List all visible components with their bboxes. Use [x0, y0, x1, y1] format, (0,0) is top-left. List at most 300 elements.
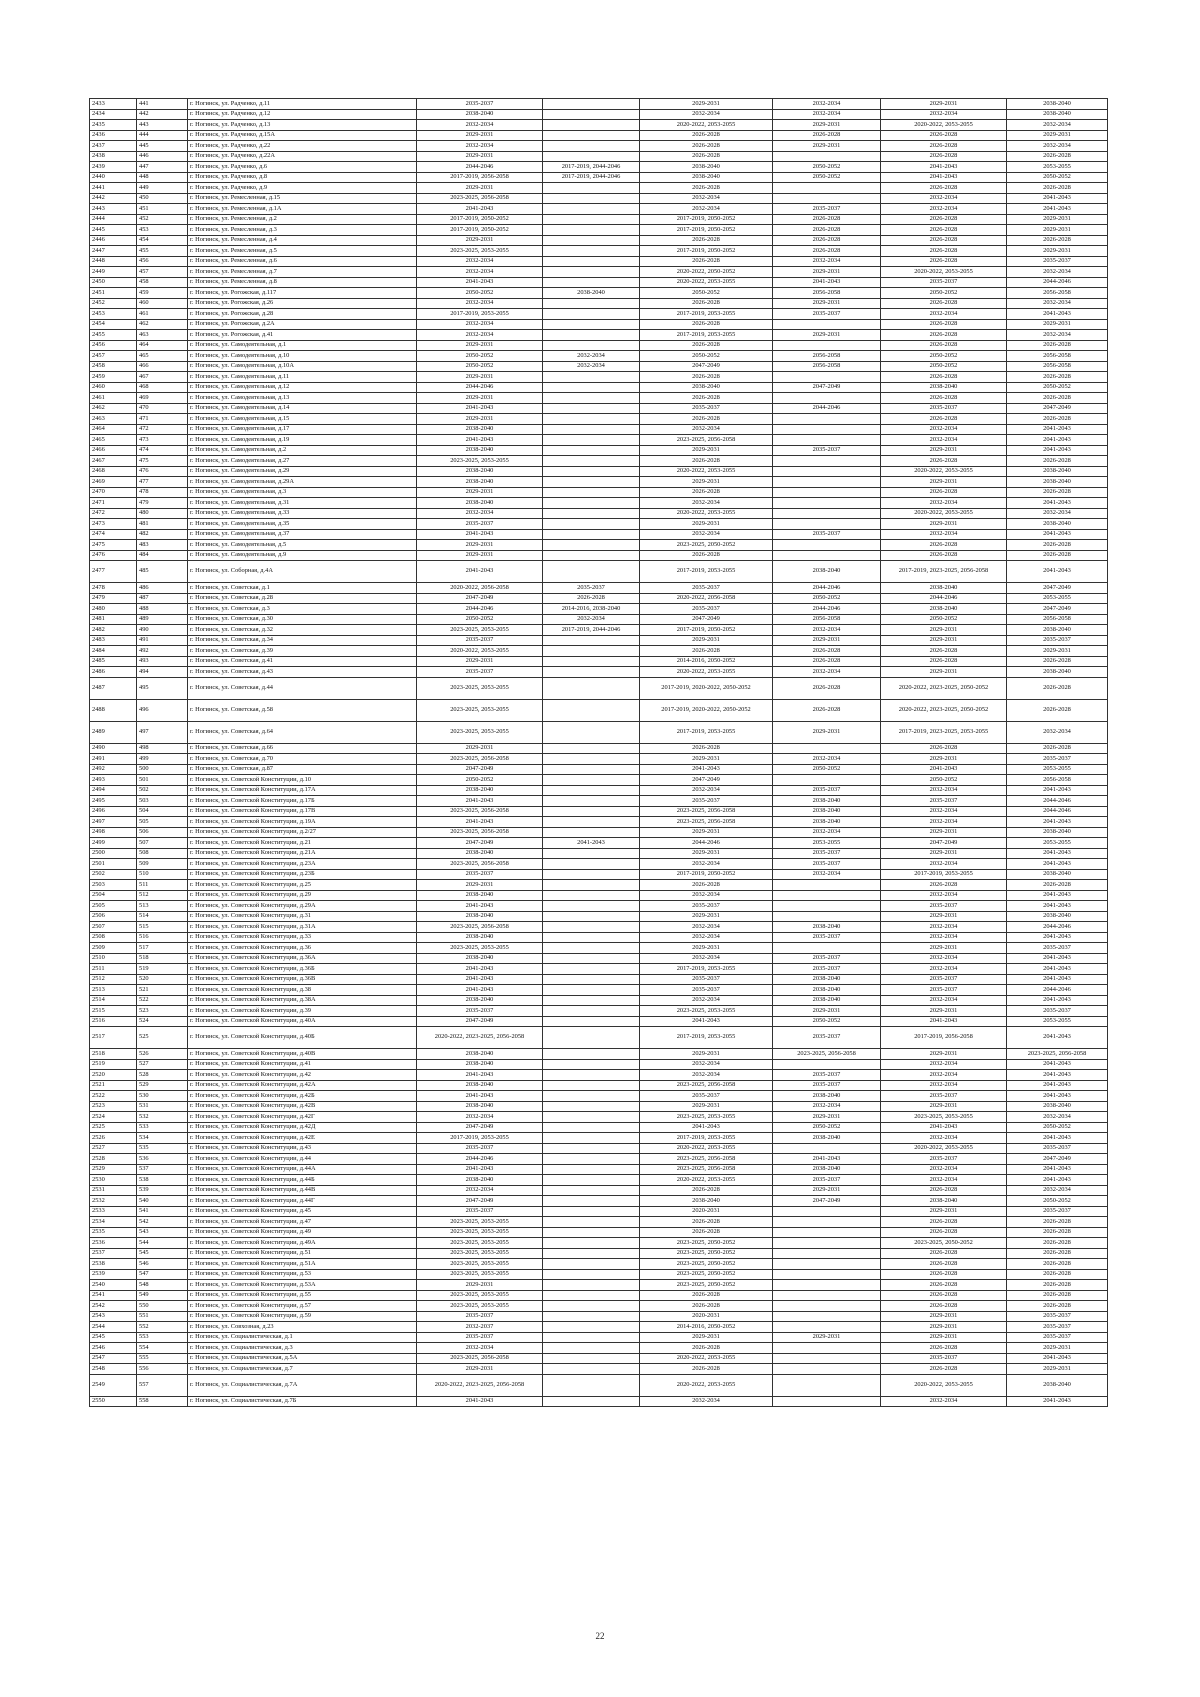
- cell-period-f: 2029-2031: [1007, 646, 1108, 657]
- cell-period-d: 2035-2037: [773, 785, 881, 796]
- cell-period-d: 2038-2040: [773, 995, 881, 1006]
- cell-period-b: [543, 1049, 640, 1060]
- cell-row-number: 2476: [90, 550, 137, 561]
- cell-period-a: 2032-2034: [417, 319, 543, 330]
- table-row: [90, 246, 1108, 257]
- cell-address: г. Ногинск, ул. Ремесленная, д.5: [188, 246, 417, 257]
- cell-row-number: 2548: [90, 1364, 137, 1375]
- cell-period-d: [773, 1059, 881, 1070]
- cell-period-e: 2026-2028: [881, 319, 1007, 330]
- cell-period-c: 2017-2019, 2053-2055: [640, 1133, 773, 1144]
- table-row: [90, 151, 1108, 162]
- cell-period-a: 2023-2025, 2053-2055: [417, 456, 543, 467]
- cell-period-b: [543, 508, 640, 519]
- cell-period-b: [543, 246, 640, 257]
- cell-period-e: 2020-2022, 2023-2025, 2050-2052: [881, 699, 1007, 721]
- cell-period-d: 2038-2040: [773, 1091, 881, 1102]
- cell-period-d: [773, 424, 881, 435]
- cell-period-a: 2041-2043: [417, 561, 543, 583]
- cell-row-number: 2546: [90, 1343, 137, 1354]
- cell-period-d: 2035-2037: [773, 1027, 881, 1049]
- table-row: [90, 922, 1108, 933]
- cell-period-e: 2020-2022, 2053-2055: [881, 267, 1007, 278]
- cell-row-number: 2512: [90, 974, 137, 985]
- cell-period-b: [543, 309, 640, 320]
- cell-row-number: 2504: [90, 890, 137, 901]
- cell-period-c: 2029-2031: [640, 635, 773, 646]
- cell-period-f: 2038-2040: [1007, 99, 1108, 110]
- table-row: [90, 498, 1108, 509]
- cell-address: г. Ногинск, ул. Самодеятельная, д.10: [188, 351, 417, 362]
- table-row: [90, 277, 1108, 288]
- cell-period-e: 2026-2028: [881, 540, 1007, 551]
- cell-row-number: 2478: [90, 583, 137, 594]
- cell-row-number: 2449: [90, 267, 137, 278]
- cell-period-d: [773, 540, 881, 551]
- table-row: [90, 1322, 1108, 1333]
- cell-period-f: 2026-2028: [1007, 540, 1108, 551]
- cell-address-number: 491: [137, 635, 188, 646]
- cell-row-number: 2493: [90, 775, 137, 786]
- cell-period-e: 2029-2031: [881, 625, 1007, 636]
- cell-period-e: 2029-2031: [881, 519, 1007, 530]
- cell-row-number: 2480: [90, 604, 137, 615]
- cell-address: г. Ногинск, ул. Советской Конституции, д.43: [188, 1143, 417, 1154]
- cell-address: г. Ногинск, ул. Советская, д.70: [188, 754, 417, 765]
- cell-period-b: 2017-2019, 2044-2046: [543, 625, 640, 636]
- cell-period-f: 2038-2040: [1007, 667, 1108, 678]
- cell-period-e: 2032-2034: [881, 922, 1007, 933]
- table-row: [90, 775, 1108, 786]
- cell-address: г. Ногинск, ул. Самодеятельная, д.13: [188, 393, 417, 404]
- cell-period-c: 2032-2034: [640, 109, 773, 120]
- cell-period-a: 2041-2043: [417, 974, 543, 985]
- cell-address: г. Ногинск, ул. Советской Конституции, д.42: [188, 1070, 417, 1081]
- cell-period-e: 2017-2019, 2053-2055: [881, 869, 1007, 880]
- cell-period-e: 2026-2028: [881, 1280, 1007, 1291]
- cell-period-f: 2041-2043: [1007, 890, 1108, 901]
- cell-address: г. Ногинск, ул. Советская, д.32: [188, 625, 417, 636]
- cell-period-a: 2035-2037: [417, 667, 543, 678]
- cell-period-c: 2026-2028: [640, 487, 773, 498]
- table-row: [90, 519, 1108, 530]
- cell-address: г. Ногинск, ул. Самодеятельная, д.5: [188, 540, 417, 551]
- table-row: [90, 699, 1108, 721]
- cell-row-number: 2506: [90, 911, 137, 922]
- cell-period-f: 2041-2043: [1007, 498, 1108, 509]
- cell-period-c: 2050-2052: [640, 351, 773, 362]
- cell-period-a: 2038-2040: [417, 911, 543, 922]
- cell-address-number: 488: [137, 604, 188, 615]
- cell-period-a: 2023-2025, 2053-2055: [417, 625, 543, 636]
- cell-row-number: 2503: [90, 880, 137, 891]
- table-row: [90, 1259, 1108, 1270]
- cell-period-e: 2020-2022, 2053-2055: [881, 508, 1007, 519]
- cell-period-d: 2026-2028: [773, 246, 881, 257]
- cell-period-d: [773, 456, 881, 467]
- table-row: [90, 1343, 1108, 1354]
- cell-period-d: [773, 1374, 881, 1396]
- table-row: [90, 1006, 1108, 1017]
- cell-period-c: 2035-2037: [640, 985, 773, 996]
- cell-period-c: 2035-2037: [640, 974, 773, 985]
- table-row: [90, 806, 1108, 817]
- cell-period-e: 2026-2028: [881, 151, 1007, 162]
- cell-period-e: 2047-2049: [881, 838, 1007, 849]
- cell-period-b: 2032-2034: [543, 361, 640, 372]
- table-row: [90, 540, 1108, 551]
- cell-period-f: 2041-2043: [1007, 953, 1108, 964]
- cell-period-b: [543, 540, 640, 551]
- cell-period-a: 2023-2025, 2053-2055: [417, 721, 543, 743]
- cell-period-e: 2032-2034: [881, 309, 1007, 320]
- cell-row-number: 2453: [90, 309, 137, 320]
- table-row: [90, 319, 1108, 330]
- cell-period-d: 2038-2040: [773, 817, 881, 828]
- cell-period-f: 2038-2040: [1007, 519, 1108, 530]
- cell-address-number: 514: [137, 911, 188, 922]
- table-row: [90, 901, 1108, 912]
- cell-period-f: 2026-2028: [1007, 487, 1108, 498]
- cell-period-b: [543, 487, 640, 498]
- cell-period-b: [543, 330, 640, 341]
- cell-address: г. Ногинск, ул. Самодеятельная, д.11: [188, 372, 417, 383]
- table-row: [90, 309, 1108, 320]
- cell-row-number: 2541: [90, 1290, 137, 1301]
- cell-period-c: 2041-2043: [640, 1122, 773, 1133]
- cell-period-f: 2026-2028: [1007, 1280, 1108, 1291]
- table-row: [90, 256, 1108, 267]
- cell-row-number: 2516: [90, 1016, 137, 1027]
- cell-period-f: 2029-2031: [1007, 1364, 1108, 1375]
- cell-period-e: 2041-2043: [881, 1016, 1007, 1027]
- cell-period-e: 2026-2028: [881, 1290, 1007, 1301]
- cell-period-e: 2032-2034: [881, 1059, 1007, 1070]
- cell-period-c: 2017-2019, 2050-2052: [640, 225, 773, 236]
- cell-period-b: [543, 754, 640, 765]
- table-row: [90, 974, 1108, 985]
- cell-period-e: 2029-2031: [881, 1311, 1007, 1322]
- cell-row-number: 2485: [90, 656, 137, 667]
- table-row: [90, 424, 1108, 435]
- cell-period-d: 2029-2031: [773, 330, 881, 341]
- cell-period-d: 2035-2037: [773, 848, 881, 859]
- cell-period-d: [773, 550, 881, 561]
- table-row: [90, 330, 1108, 341]
- cell-period-d: 2029-2031: [773, 1332, 881, 1343]
- cell-period-d: [773, 1143, 881, 1154]
- cell-address-number: 462: [137, 319, 188, 330]
- cell-period-e: 2032-2034: [881, 995, 1007, 1006]
- cell-period-d: 2038-2040: [773, 561, 881, 583]
- cell-address-number: 499: [137, 754, 188, 765]
- cell-period-e: 2026-2028: [881, 656, 1007, 667]
- cell-address-number: 535: [137, 1143, 188, 1154]
- cell-period-b: [543, 225, 640, 236]
- cell-period-e: 2032-2034: [881, 193, 1007, 204]
- table-row: [90, 625, 1108, 636]
- cell-period-f: 2035-2037: [1007, 1311, 1108, 1322]
- cell-period-a: 2017-2019, 2053-2055: [417, 309, 543, 320]
- cell-period-b: [543, 1280, 640, 1291]
- cell-period-e: 2026-2028: [881, 141, 1007, 152]
- cell-row-number: 2544: [90, 1322, 137, 1333]
- cell-period-c: 2020-2022, 2053-2055: [640, 1374, 773, 1396]
- cell-period-b: [543, 869, 640, 880]
- cell-address: г. Ногинск, ул. Ремесленная, д.8: [188, 277, 417, 288]
- cell-period-c: 2023-2025, 2050-2052: [640, 1238, 773, 1249]
- cell-period-e: 2032-2034: [881, 964, 1007, 975]
- cell-address: г. Ногинск, ул. Советской Конституции, д.33: [188, 932, 417, 943]
- cell-row-number: 2455: [90, 330, 137, 341]
- cell-period-a: 2023-2025, 2056-2058: [417, 806, 543, 817]
- cell-period-a: 2041-2043: [417, 204, 543, 215]
- cell-address: г. Ногинск, ул. Советская, д.66: [188, 743, 417, 754]
- cell-row-number: 2545: [90, 1332, 137, 1343]
- cell-period-e: 2035-2037: [881, 1154, 1007, 1165]
- cell-address: г. Ногинск, ул. Советской Конституции, д.40В: [188, 1049, 417, 1060]
- table-row: [90, 646, 1108, 657]
- cell-period-d: [773, 519, 881, 530]
- cell-period-d: 2032-2034: [773, 827, 881, 838]
- cell-period-a: 2038-2040: [417, 1175, 543, 1186]
- cell-row-number: 2510: [90, 953, 137, 964]
- cell-period-f: 2041-2043: [1007, 309, 1108, 320]
- table-row: [90, 288, 1108, 299]
- cell-period-b: [543, 456, 640, 467]
- cell-period-e: 2035-2037: [881, 403, 1007, 414]
- table-row: [90, 393, 1108, 404]
- cell-row-number: 2499: [90, 838, 137, 849]
- cell-period-b: [543, 985, 640, 996]
- cell-period-a: 2041-2043: [417, 985, 543, 996]
- cell-period-b: [543, 1122, 640, 1133]
- cell-period-c: 2029-2031: [640, 1049, 773, 1060]
- cell-address: г. Ногинск, ул. Советской Конституции, д.55: [188, 1290, 417, 1301]
- table-row: [90, 561, 1108, 583]
- cell-row-number: 2469: [90, 477, 137, 488]
- cell-address-number: 505: [137, 817, 188, 828]
- table-row: [90, 1059, 1108, 1070]
- cell-period-b: [543, 298, 640, 309]
- cell-address-number: 492: [137, 646, 188, 657]
- table-row: [90, 487, 1108, 498]
- cell-period-b: [543, 561, 640, 583]
- cell-period-e: 2026-2028: [881, 1343, 1007, 1354]
- table-row: [90, 1280, 1108, 1291]
- table-row: [90, 869, 1108, 880]
- cell-address-number: 503: [137, 796, 188, 807]
- cell-period-c: 2032-2034: [640, 932, 773, 943]
- cell-period-f: 2026-2028: [1007, 1290, 1108, 1301]
- cell-period-a: 2029-2031: [417, 656, 543, 667]
- cell-row-number: 2525: [90, 1122, 137, 1133]
- cell-address: г. Ногинск, ул. Самодеятельная, д.9: [188, 550, 417, 561]
- cell-period-d: [773, 393, 881, 404]
- cell-period-b: [543, 403, 640, 414]
- cell-row-number: 2434: [90, 109, 137, 120]
- cell-period-f: 2041-2043: [1007, 1080, 1108, 1091]
- cell-period-c: 2035-2037: [640, 796, 773, 807]
- cell-address: г. Ногинск, ул. Самодеятельная, д.37: [188, 529, 417, 540]
- cell-period-a: 2044-2046: [417, 382, 543, 393]
- cell-period-f: 2035-2037: [1007, 1206, 1108, 1217]
- cell-row-number: 2448: [90, 256, 137, 267]
- cell-period-c: 2026-2028: [640, 1185, 773, 1196]
- cell-period-f: 2041-2043: [1007, 785, 1108, 796]
- cell-row-number: 2461: [90, 393, 137, 404]
- table-row: [90, 1290, 1108, 1301]
- cell-period-b: [543, 1112, 640, 1123]
- cell-period-d: 2032-2034: [773, 99, 881, 110]
- cell-period-f: 2047-2049: [1007, 1154, 1108, 1165]
- cell-row-number: 2508: [90, 932, 137, 943]
- cell-row-number: 2483: [90, 635, 137, 646]
- cell-address: г. Ногинск, ул. Советская, д.34: [188, 635, 417, 646]
- cell-address-number: 557: [137, 1374, 188, 1396]
- table-row: [90, 225, 1108, 236]
- cell-period-d: 2026-2028: [773, 225, 881, 236]
- cell-address-number: 460: [137, 298, 188, 309]
- cell-address: г. Ногинск, ул. Советской Конституции, д.41: [188, 1059, 417, 1070]
- cell-period-a: 2032-2034: [417, 141, 543, 152]
- cell-period-b: [543, 214, 640, 225]
- cell-period-c: 2026-2028: [640, 151, 773, 162]
- cell-period-b: [543, 183, 640, 194]
- cell-address: г. Ногинск, ул. Самодеятельная, д.14: [188, 403, 417, 414]
- cell-period-a: 2041-2043: [417, 817, 543, 828]
- cell-row-number: 2550: [90, 1396, 137, 1407]
- cell-period-a: 2032-2034: [417, 267, 543, 278]
- cell-period-b: [543, 477, 640, 488]
- cell-period-c: 2017-2019, 2053-2055: [640, 309, 773, 320]
- cell-period-e: 2026-2028: [881, 414, 1007, 425]
- cell-address-number: 490: [137, 625, 188, 636]
- cell-address: г. Ногинск, ул. Советская, д.41: [188, 656, 417, 667]
- table-row: [90, 445, 1108, 456]
- cell-row-number: 2522: [90, 1091, 137, 1102]
- cell-address-number: 493: [137, 656, 188, 667]
- cell-period-a: 2035-2037: [417, 99, 543, 110]
- cell-address-number: 556: [137, 1364, 188, 1375]
- cell-period-f: 2026-2028: [1007, 1238, 1108, 1249]
- cell-period-d: [773, 340, 881, 351]
- cell-address: г. Ногинск, ул. Советской Конституции, д.59: [188, 1311, 417, 1322]
- cell-period-d: [773, 1311, 881, 1322]
- cell-period-f: 2041-2043: [1007, 859, 1108, 870]
- cell-address: г. Ногинск, ул. Советская, д.64: [188, 721, 417, 743]
- cell-period-a: 2029-2031: [417, 550, 543, 561]
- cell-period-a: 2038-2040: [417, 477, 543, 488]
- cell-row-number: 2468: [90, 466, 137, 477]
- cell-period-e: 2026-2028: [881, 340, 1007, 351]
- cell-address-number: 543: [137, 1227, 188, 1238]
- cell-address-number: 463: [137, 330, 188, 341]
- cell-period-b: [543, 529, 640, 540]
- table-row: [90, 953, 1108, 964]
- cell-period-a: 2047-2049: [417, 1122, 543, 1133]
- cell-address: г. Ногинск, ул. Советской Конституции, д.17Б: [188, 796, 417, 807]
- cell-period-b: [543, 1143, 640, 1154]
- cell-period-f: 2044-2046: [1007, 806, 1108, 817]
- cell-period-a: 2035-2037: [417, 1006, 543, 1017]
- cell-period-b: [543, 1290, 640, 1301]
- cell-period-b: [543, 424, 640, 435]
- cell-period-f: 2032-2034: [1007, 267, 1108, 278]
- cell-period-b: [543, 943, 640, 954]
- cell-period-f: 2029-2031: [1007, 225, 1108, 236]
- cell-period-e: 2032-2034: [881, 1133, 1007, 1144]
- cell-address: г. Ногинск, ул. Советской Конституции, д.36В: [188, 974, 417, 985]
- cell-period-f: 2044-2046: [1007, 277, 1108, 288]
- cell-address-number: 546: [137, 1259, 188, 1270]
- cell-address: г. Ногинск, ул. Советской Конституции, д.42В: [188, 1101, 417, 1112]
- cell-period-e: 2041-2043: [881, 1122, 1007, 1133]
- cell-address: г. Ногинск, ул. Рогожская, д.26: [188, 298, 417, 309]
- cell-address: г. Ногинск, ул. Советской Конституции, д.36Б: [188, 964, 417, 975]
- cell-address: г. Ногинск, ул. Советской Конституции, д.49А: [188, 1238, 417, 1249]
- cell-period-c: 2047-2049: [640, 614, 773, 625]
- cell-address: г. Ногинск, ул. Советской Конституции, д.51А: [188, 1259, 417, 1270]
- cell-period-f: 2026-2028: [1007, 1248, 1108, 1259]
- cell-period-c: 2017-2019, 2053-2055: [640, 330, 773, 341]
- cell-period-f: 2041-2043: [1007, 1091, 1108, 1102]
- cell-period-f: 2035-2037: [1007, 1143, 1108, 1154]
- cell-period-e: 2026-2028: [881, 1269, 1007, 1280]
- cell-address: г. Ногинск, ул. Советской Конституции, д.17В: [188, 806, 417, 817]
- cell-address: г. Ногинск, ул. Советской Конституции, д.17А: [188, 785, 417, 796]
- cell-period-a: 2032-2034: [417, 1185, 543, 1196]
- cell-period-d: 2023-2025, 2056-2058: [773, 1049, 881, 1060]
- cell-address-number: 475: [137, 456, 188, 467]
- cell-address: г. Ногинск, ул. Радченко, д.9: [188, 183, 417, 194]
- cell-period-f: 2041-2043: [1007, 204, 1108, 215]
- cell-period-c: 2047-2049: [640, 361, 773, 372]
- cell-period-d: [773, 1280, 881, 1291]
- cell-period-d: 2032-2034: [773, 869, 881, 880]
- cell-period-e: 2032-2034: [881, 435, 1007, 446]
- cell-address: г. Ногинск, ул. Рогожская, д.117: [188, 288, 417, 299]
- cell-period-e: 2038-2040: [881, 583, 1007, 594]
- cell-period-b: [543, 1206, 640, 1217]
- cell-period-a: 2029-2031: [417, 1280, 543, 1291]
- cell-period-a: 2041-2043: [417, 529, 543, 540]
- cell-address-number: 517: [137, 943, 188, 954]
- cell-address: г. Ногинск, ул. Советской Конституции, д.51: [188, 1248, 417, 1259]
- cell-period-e: 2029-2031: [881, 667, 1007, 678]
- cell-period-b: [543, 256, 640, 267]
- cell-period-f: 2026-2028: [1007, 235, 1108, 246]
- cell-address: г. Ногинск, ул. Советской Конституции, д.53А: [188, 1280, 417, 1291]
- cell-row-number: 2492: [90, 764, 137, 775]
- cell-period-b: [543, 1227, 640, 1238]
- cell-period-e: 2035-2037: [881, 985, 1007, 996]
- cell-period-b: 2041-2043: [543, 838, 640, 849]
- cell-period-b: [543, 445, 640, 456]
- cell-period-f: 2050-2052: [1007, 1196, 1108, 1207]
- cell-period-d: [773, 498, 881, 509]
- cell-row-number: 2527: [90, 1143, 137, 1154]
- cell-period-d: 2050-2052: [773, 593, 881, 604]
- cell-period-c: 2026-2028: [640, 550, 773, 561]
- cell-period-a: 2032-2034: [417, 508, 543, 519]
- table-row: [90, 859, 1108, 870]
- cell-period-c: 2032-2034: [640, 953, 773, 964]
- cell-period-d: 2041-2043: [773, 277, 881, 288]
- cell-period-c: 2035-2037: [640, 901, 773, 912]
- cell-period-f: 2032-2034: [1007, 330, 1108, 341]
- cell-period-d: [773, 1259, 881, 1270]
